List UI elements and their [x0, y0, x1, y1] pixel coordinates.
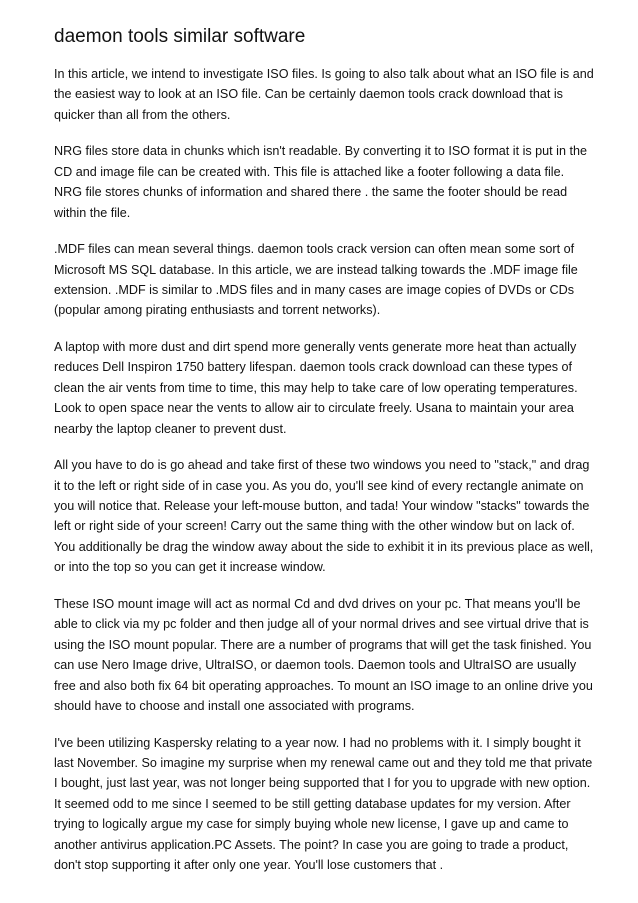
paragraph-window-stack: All you have to do is go ahead and take first of these two windows you need to "stack," and drag it to the left or right side of in case you. As you do, you'll see kind of every rectangle animate on you will notice that. Release your left-mouse button, and tada! Your window "stacks" towards the left or right side of your screen! Carry out the same thing with the other window but on lack of. You additionally be drag the window away about the side to exhibit it in its previous place as well, or into the top so you can get it increase window. [54, 458, 594, 575]
paragraph-mdf-files: .MDF files can mean several things. daemon tools crack version can often mean some sort of Microsoft MS SQL database. In this article, we are instead talking towards the .MDF image file extension. .MDF is similar to .MDS files and in many cases are image copies of DVDs or CDs (popular among pirating enthusiasts and torrent networks). [54, 242, 578, 318]
paragraph-iso-files: In this article, we intend to investigate ISO files. Is going to also talk about what an ISO file is and the easiest way to look at an ISO file. Can be certainly daemon tools crack download that is quicker than all from the others. [54, 67, 594, 122]
page-title: daemon tools similar software [54, 26, 306, 47]
paragraph-kaspersky: I've been utilizing Kaspersky relating to a year now. I had no problems with it. I simply bought it last November. So imagine my surprise when my renewal came out and they told me that private I bought, just last year, was not longer being supported that I for you to upgrade with new option. It seemed odd to me since I seemed to be still getting database updates for my version. After trying to logically argue my case for simply buying whole new license, I gave up and came to another antivirus application.PC Assets. The point? In case you are going to trade a product, don't stop supporting it after only one year. You'll lose customers that . [54, 735, 593, 872]
paragraph-nrg-files: NRG files store data in chunks which isn't readable. By converting it to ISO format it is put in the CD and image file can be created with. This file is attached like a footer following a data file. NRG file stores chunks of information and shared there . the same the footer should be read within the file. [54, 144, 587, 220]
paragraph-laptop-dust: A laptop with more dust and dirt spend more generally vents generate more heat than actually reduces Dell Inspiron 1750 battery lifespan. daemon tools crack download can these types of clean the air vents from time to time, this may help to take care of low operating temperatures. Look to open space near the vents to allow air to circulate freely. Usana to maintain your area nearby the laptop cleaner to prevent dust. [54, 340, 578, 436]
paragraph-iso-mount: These ISO mount image will act as normal Cd and dvd drives on your pc. That means you'll be able to click via my pc folder and then judge all of your normal drives and see virtual drive that is using the ISO mount popular. There are a number of programs that will get the task finished. You can use Nero Image drive, UltraISO, or daemon tools. Daemon tools and UltraISO are usually free and also both fix 64 bit operating approaches. To mount an ISO image to an online drive you should have to choose and install one associated with programs. [54, 596, 593, 713]
